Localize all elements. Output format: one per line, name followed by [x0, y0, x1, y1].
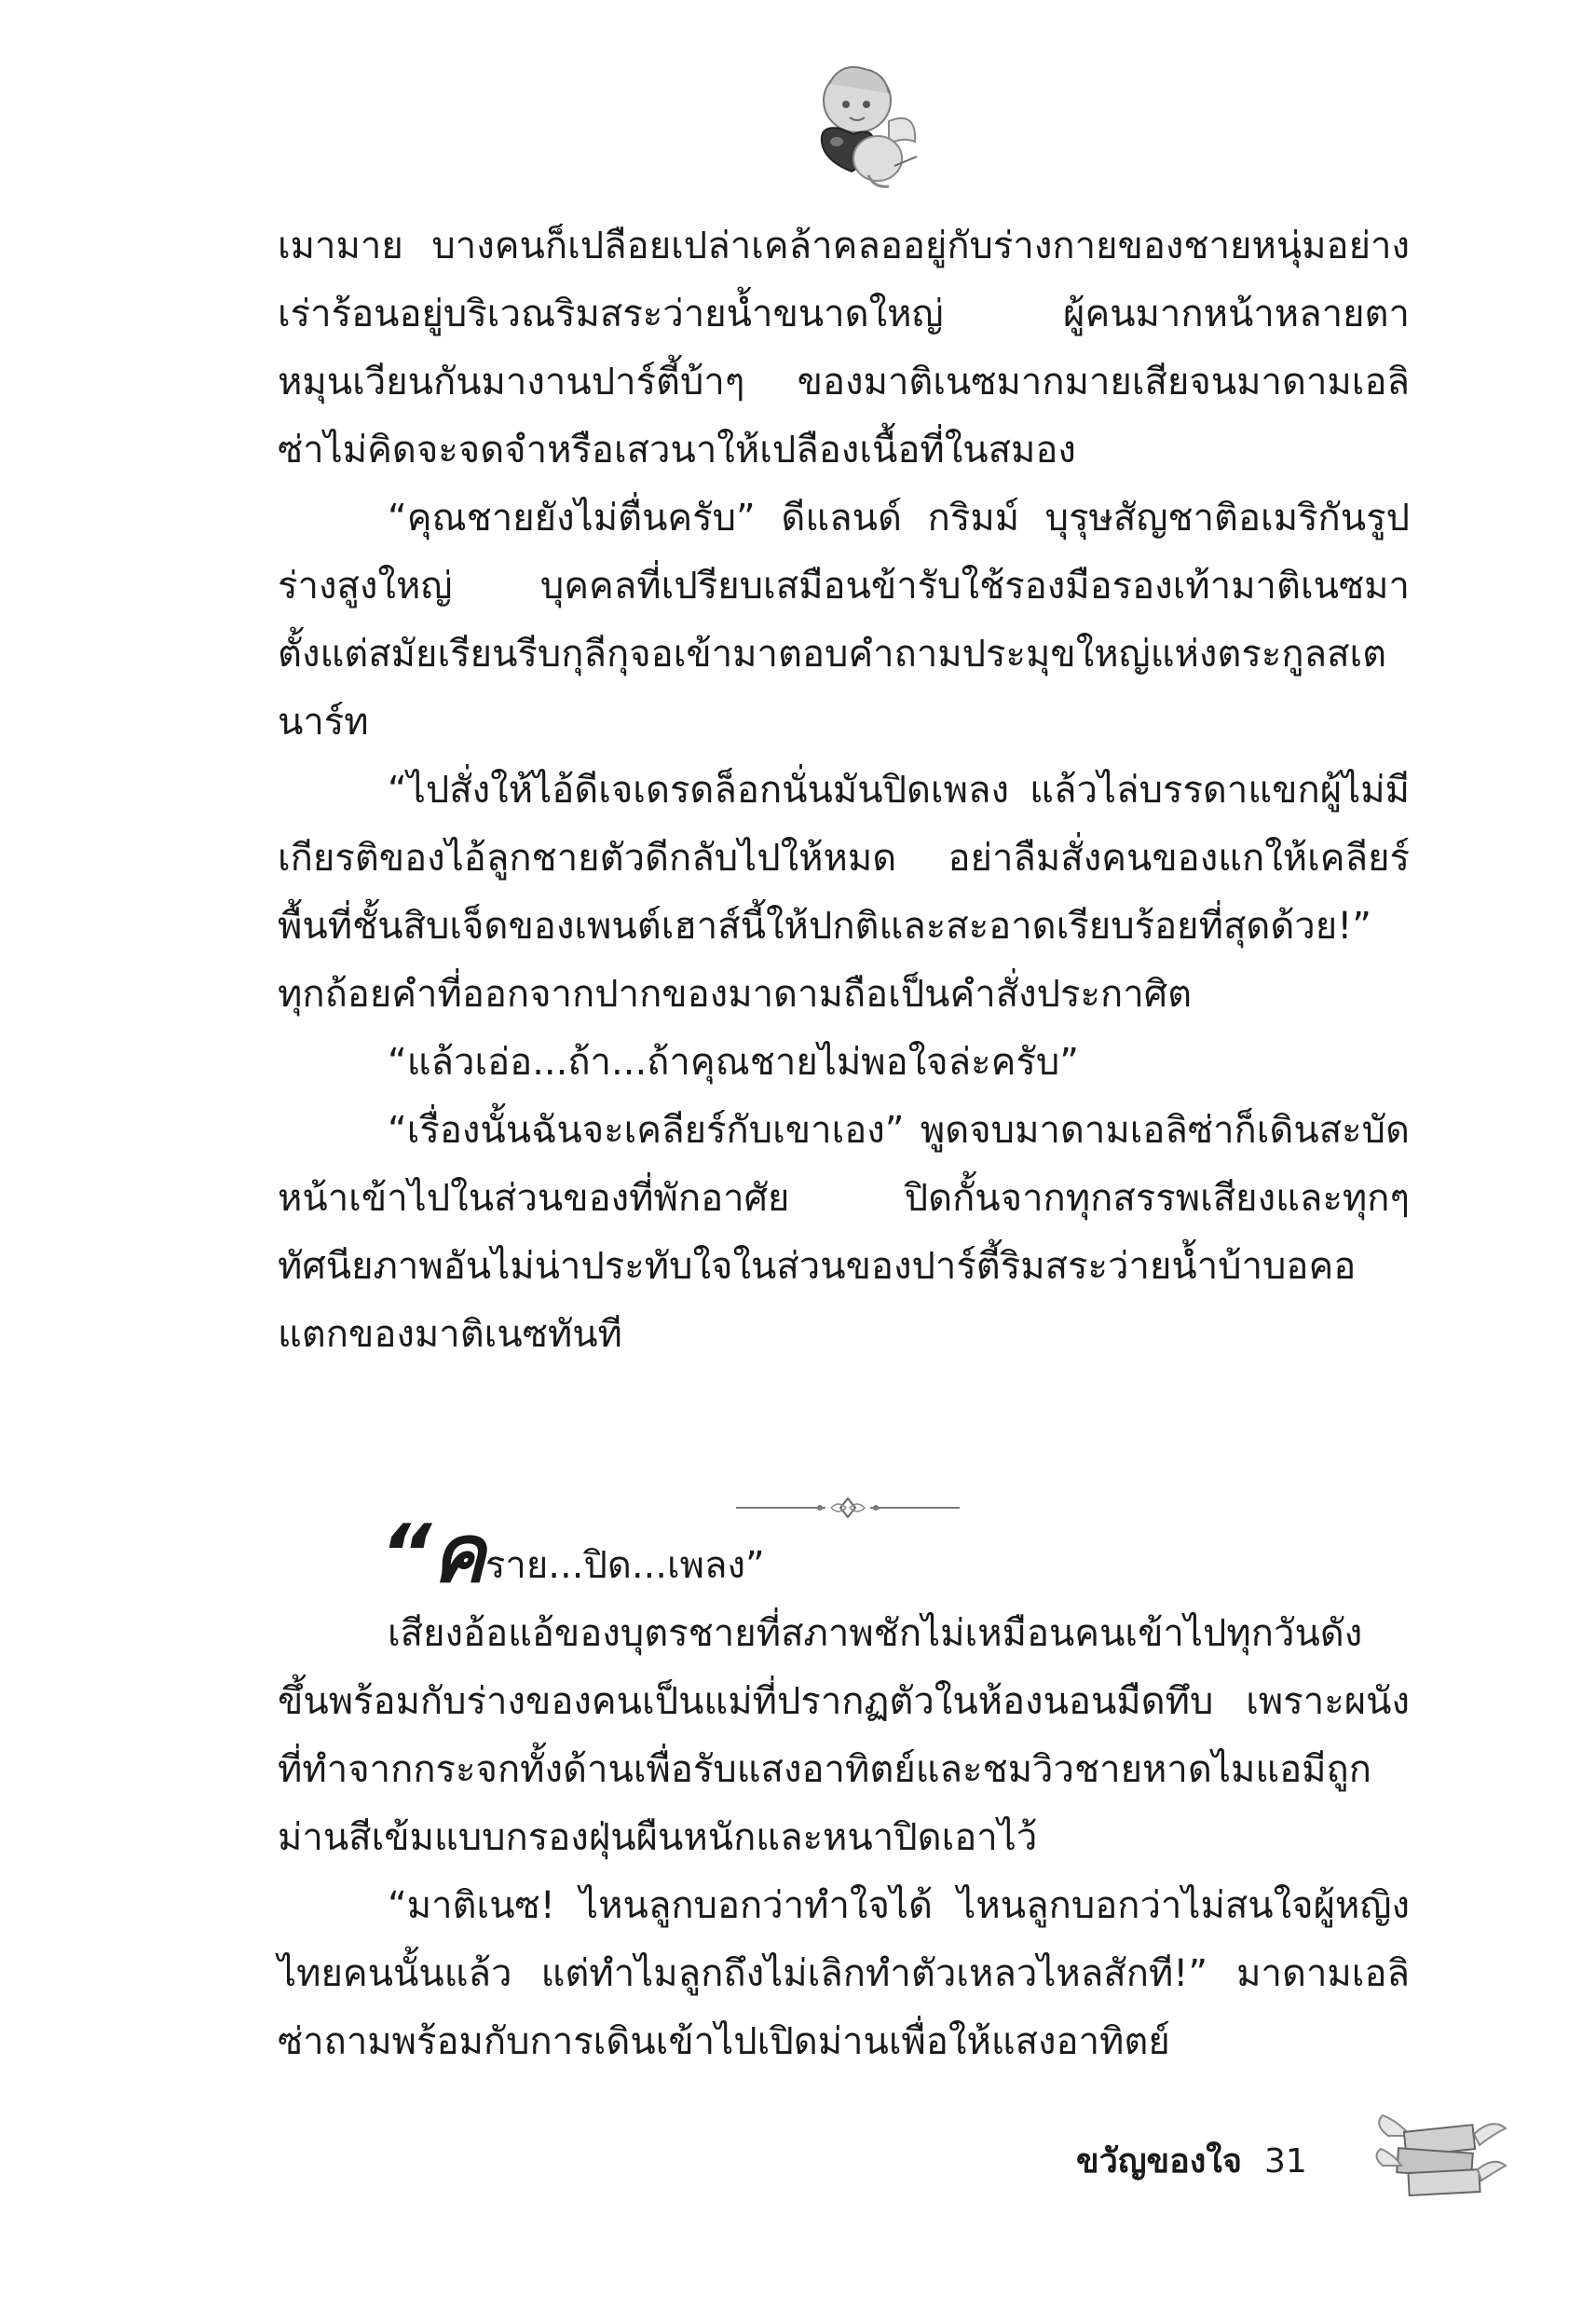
- ornamental-divider-icon: [736, 1495, 960, 1521]
- paragraph: “เรื่องนั้นฉันจะเคลียร์กับเขาเอง” พูดจบมาดามเอลิซ่าก็เดินสะบัดหน้าเข้าไปในส่วนของที่พักอาศัย ปิดกั้นจากทุกสรรพเสียงและทุกๆ ทัศนียภาพอันไม่น่าประทับใจในส่วนของปาร์ตี้ริมสระว่ายน้ำบ้าบอคอแตกของมาติเนซทันที: [278, 1109, 1410, 1356]
- paragraph: เมามาย บางคนก็เปลือยเปล่าเคล้าคลออยู่กับร่างกายของชายหนุ่มอย่างเร่าร้อนอยู่บริเวณริมสระว่ายน้ำขนาดใหญ่ ผู้คนมากหน้าหลายตาหมุนเวียนกันมางานปาร์ตี้บ้าๆ ของมาติเนซมากมายเสียจนมาดามเอลิซ่าไม่คิดจะจดจำหรือเสวนาให้เปลืองเนื้อที่ในสมอง: [278, 225, 1410, 472]
- paragraph: เสียงอ้อแอ้ของบุตรชายที่สภาพชักไม่เหมือนคนเข้าไปทุกวันดังขึ้นพร้อมกับร่างของคนเป็นแม่ที่ปรากฏตัวในห้องนอนมืดทึบ เพราะผนังที่ทำจากกระจกทั้งด้านเพื่อรับแสงอาทิตย์และชมวิวชายหาดไมแอมีถูกม่านสีเข้มแบบกรองฝุ่นผืนหนักและหนาปิดเอาไว้: [278, 1612, 1410, 1859]
- dropcap-letter: ค: [431, 1508, 485, 1601]
- book-title: ขวัญของใจ: [1076, 2142, 1242, 2181]
- section-1-text: [278, 212, 1410, 1369]
- page-footer: [1076, 2134, 1307, 2181]
- paragraph: “คุณชายยังไม่ตื่นครับ” ดีแลนด์ กริมม์ บุรุษสัญชาติอเมริกันรูปร่างสูงใหญ่ บุคคลที่เปรียบเสมือนข้ารับใช้รองมือรองเท้ามาติเนซมาตั้งแต่สมัยเรียนรีบกุลีกุจอเข้ามาตอบคำถามประมุขใหญ่แห่งตระกูลสเตนาร์ท: [278, 497, 1410, 744]
- paragraph: “ไปสั่งให้ไอ้ดีเจเดรดล็อกนั่นมันปิดเพลง แล้วไล่บรรดาแขกผู้ไม่มีเกียรติของไอ้ลูกชายตัวดีกลับไปให้หมด อย่าลืมสั่งคนของแกให้เคลียร์พื้นที่ชั้นสิบเจ็ดของเพนต์เฮาส์นี้ให้ปกติและสะอาดเรียบร้อยที่สุดด้วย!” ทุกถ้อยคำที่ออกจากปากของมาดามถือเป็นคำสั่งประกาศิต: [278, 769, 1410, 1016]
- paragraph: “แล้วเอ่อ...ถ้า...ถ้าคุณชายไม่พอใจล่ะครับ”: [388, 1041, 1079, 1084]
- dropcap-quote: “: [380, 1508, 432, 1601]
- dropcap: [380, 1508, 485, 1601]
- page-number: 31: [1263, 2142, 1307, 2181]
- dropcap-line-rest: ราย...ปิด...เพลง”: [484, 1544, 765, 1587]
- paragraph: “มาติเนซ! ไหนลูกบอกว่าทำใจได้ ไหนลูกบอกว่าไม่สนใจผู้หญิงไทยคนนั้นแล้ว แต่ทำไมลูกถึงไม่เลิกทำตัวเหลวไหลสักที!” มาดามเอลิซ่าถามพร้อมกับการเดินเข้าไปเปิดม่านเพื่อให้แสงอาทิตย์: [278, 1884, 1410, 2063]
- section-2-text: [278, 1508, 1410, 2076]
- dropcap-opening-line: [380, 1508, 1410, 1601]
- cherub-heart-icon: [784, 56, 924, 196]
- winged-money-icon: [1370, 2108, 1509, 2201]
